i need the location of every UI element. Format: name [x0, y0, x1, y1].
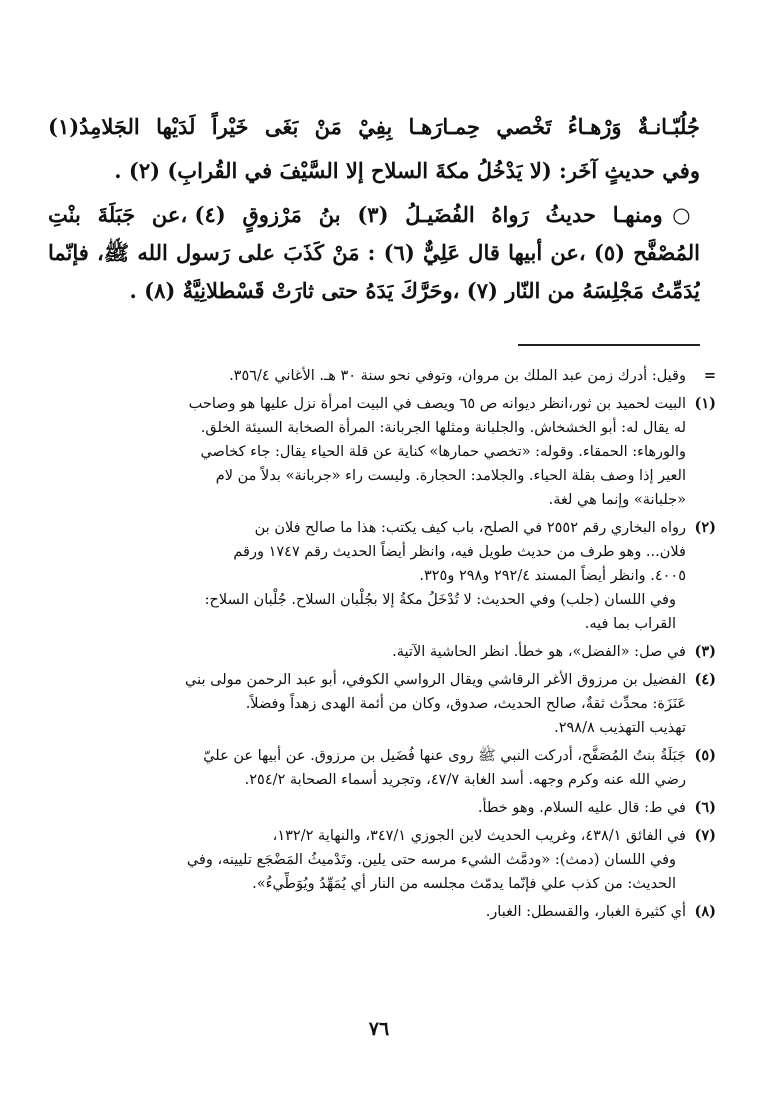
footnote-body — [48, 796, 686, 820]
main-text-line: المُصْفَّح (٥) ،عن أبيها قال عَلِيٌّ (٦) : مَنْ كَذَبَ على رَسول الله ﷺ، فإنّما — [48, 240, 700, 265]
footnote-6 — [48, 796, 716, 820]
footnote-number: (٦) — [694, 799, 716, 816]
footnote-line: رضي الله عنه وكرم وجهه. أسد الغابة ٤٧/٧، وتجريد أسماء الصحابة ٢٥٤/٢. — [244, 772, 686, 788]
footnote-line: عَنَزَة: محدِّث ثقةٌ، صالح الحديث، صدوق، وكان من أئمة الهدى زهداً وفضلاً. — [245, 696, 686, 712]
footnote-body — [48, 824, 686, 896]
footnote-line: البيت لحميد بن ثور،انظر ديوانه ص ٦٥ ويصف في البيت امرأة نزل عليها هو وصاحب — [188, 396, 686, 412]
footnote-line: العير إذا وصف بقلة الحياء. والجلامد: الحجارة. وليست راء «جربانة» بدلاً من لام — [215, 468, 686, 484]
footnote-body — [48, 900, 686, 924]
footnote-line: رواه البخاري رقم ٢٥٥٢ في الصلح، باب كيف يكتب: هذا ما صالح فلان بن — [254, 520, 686, 536]
footnote-line: القراب بما فيه. — [584, 616, 676, 632]
footnote-body — [48, 392, 686, 512]
footnote-line: جَبَلَةُ بنتُ المُصَفَّح، أدركت النبي ﷺ روى عنها فُضَيل بن مرزوق. عن أبيها عن عليّ — [203, 748, 686, 764]
footnote-7 — [48, 824, 716, 896]
footnote-line: الحديث: من كذب علي فإنّما يدمّث مجلسه من النار أي يُمَهِّدُ ويُوَطِّيءُ». — [252, 876, 676, 892]
footnote-line: في الفائق ٤٣٨/١، وغريب الحديث لابن الجوزي ٣٤٧/١، والنهاية ١٣٢/٢، — [272, 828, 686, 844]
footnote-line: له يقال له: أبو الخشخاش. والجلبانة ومثلها الجربانة: المرأة الصخابة السيئة الخلق. — [200, 420, 686, 436]
footnote-line: «جلبانة» وإنما هي لغة. — [548, 492, 686, 508]
footnote-line: تهذيب التهذيب ٢٩٨/٨. — [554, 720, 686, 736]
footnote-4 — [48, 668, 716, 740]
page-number: ٧٦ — [368, 1018, 390, 1040]
footnote-3 — [48, 640, 716, 664]
footnote-line: الفضيل بن مرزوق الأغر الرقاشي ويقال الرواسي الكوفي، أبو عبد الرحمن مولى بني — [185, 672, 686, 688]
poem-verse-line: جُلُبّـانـةٌ وَرْهـاءُ تَخْصي حِمـارَهـا بِفِيْ مَنْ بَغَى خَيْراً لَدَيْها الجَلامِدُ(١) — [48, 114, 700, 139]
footnote-number: (٨) — [694, 903, 716, 920]
footnote-line: والورهاء: الحمقاء. وقوله: «تخصي حمارها» كناية عن قلة الحياء يقال: جاء كخاصي — [200, 444, 686, 460]
footnote-body — [48, 668, 686, 740]
footnote-number: (٢) — [694, 519, 716, 536]
main-text-line: ○ومنهـا حديثُ رَواهُ الفُضَيـلُ (٣) بنُ مَرْزوقٍ (٤) ،عن جَبَلَةَ بنْتِ — [48, 202, 700, 227]
footnote-body — [48, 516, 686, 636]
footnote-line: وقيل: أدرك زمن عبد الملك بن مروان، وتوفي نحو سنة ٣٠ هـ. الأغاني ٣٥٦/٤. — [229, 368, 686, 384]
footnote-line: ٤٠٠٥. وانظر أيضاً المسند ٢٩٢/٤ و٢٩٨ و٣٢٥. — [419, 568, 686, 584]
footnote-line: في ط: قال عليه السلام. وهو خطأ. — [477, 800, 686, 816]
footnote-line: وفي اللسان (دمث): «ودمَّث الشيء مرسه حتى يلين. وتَدْميثُ المَضْجَع تليينه، وفي — [186, 852, 676, 868]
footnote-line: في صل: «الفضل»، هو خطأ. انظر الحاشية الآتية. — [392, 644, 686, 660]
footnote-2 — [48, 516, 716, 636]
footnotes-section — [48, 364, 716, 928]
footnote-body — [48, 364, 686, 388]
footnote-8 — [48, 900, 716, 924]
main-text-line: وفي حديثٍ آخَر: (لا يَدْخُلُ مكةَ السلاح إلا السَّيْفَ في القُرابِ) (٢) . — [114, 158, 700, 183]
footnote-continuation — [48, 364, 716, 388]
main-text-block — [48, 108, 700, 310]
footnote-separator — [518, 344, 700, 346]
footnote-body — [48, 744, 686, 792]
footnote-line: وفي اللسان (جلب) وفي الحديث: لا تُدْخَلُ مكةُ إلا بجُلْبان السلاح. جُلْبان السلاح: — [204, 592, 676, 608]
footnote-number: (٣) — [694, 643, 716, 660]
footnote-number: (٤) — [694, 671, 716, 688]
footnote-line: فلان... وهو طرف من حديث طويل فيه، وانظر أيضاً الحديث رقم ١٧٤٧ ورقم — [233, 544, 686, 560]
footnote-number: (٥) — [694, 747, 716, 764]
footnote-line: أي كثيرة الغبار، والقسطل: الغبار. — [485, 904, 686, 920]
footnote-1 — [48, 392, 716, 512]
footnote-number: (١) — [694, 395, 716, 412]
main-text-line: يُدَمِّتُ مَجْلِسَهُ من النّار (٧) ،وحَرَّكَ يَدَهُ حتى ثارَتْ قَسْطلانِيَّةٌ (٨) . — [129, 278, 700, 303]
footnote-5 — [48, 744, 716, 792]
footnote-number: = — [703, 367, 716, 384]
footnote-body — [48, 640, 686, 664]
footnote-number: (٧) — [694, 827, 716, 844]
